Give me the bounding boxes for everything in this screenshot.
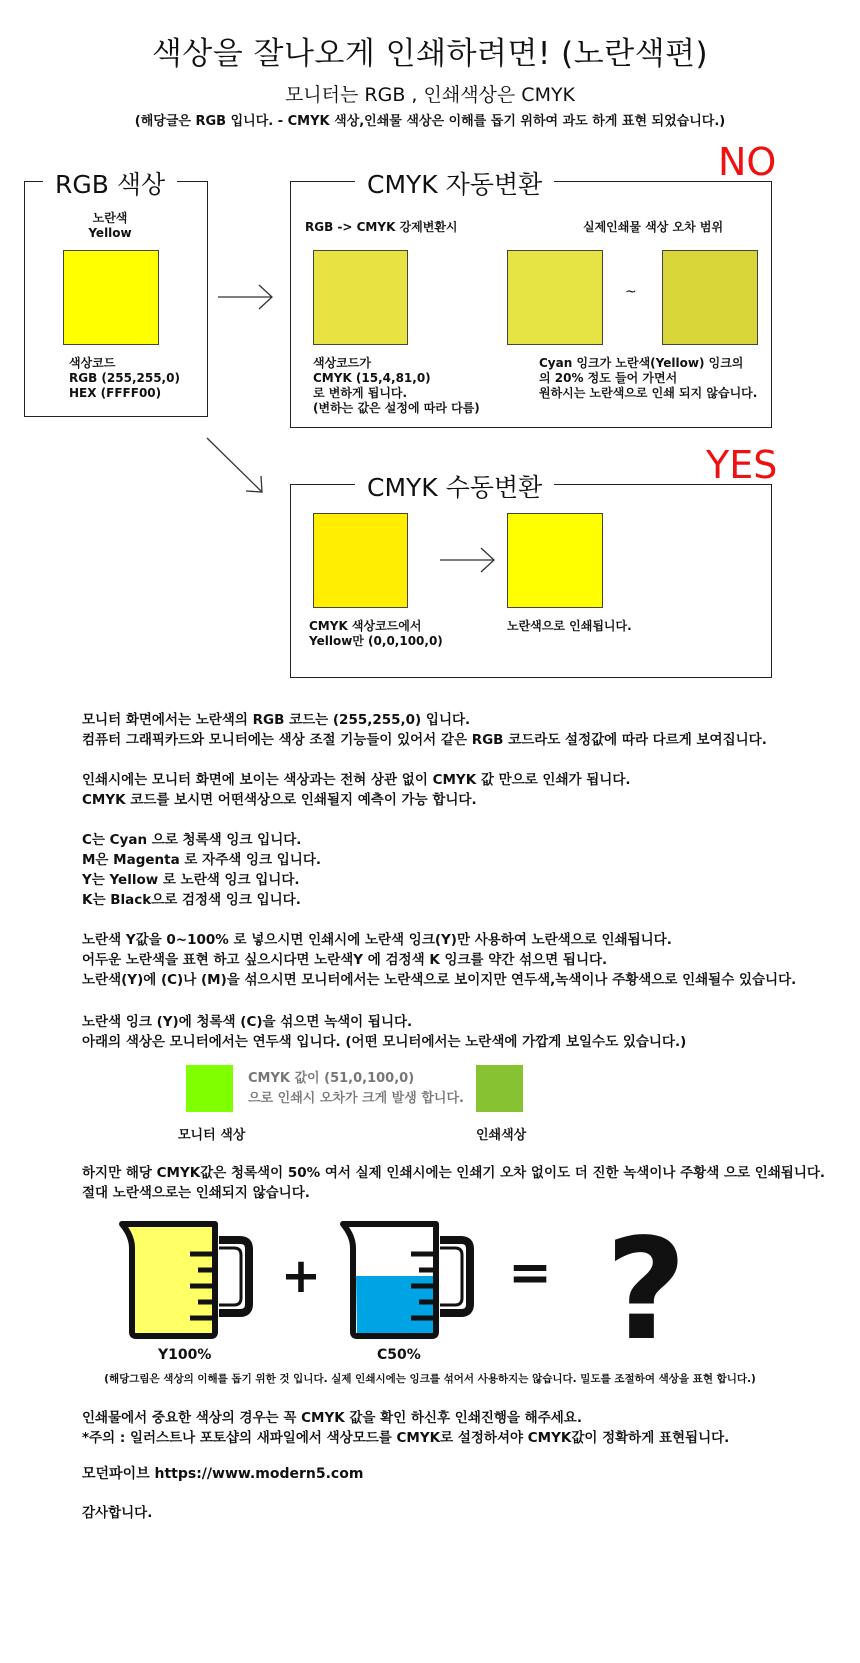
verdict-no: NO (718, 140, 777, 184)
paragraph-line: Y는 Yellow 로 노란색 잉크 입니다. (82, 872, 300, 888)
beaker-yellow-icon (122, 1224, 249, 1336)
cmyk-manual-panel (290, 473, 772, 678)
manual-right-desc: 노란색으로 인쇄됩니다. (507, 619, 632, 633)
page-subtitle: 모니터는 RGB , 인쇄색상은 CMYK (284, 84, 576, 106)
arrow-diagonal-icon (207, 438, 262, 492)
paragraph-line: 인쇄시에는 모니터 화면에 보이는 색상과는 전혀 상관 없이 CMYK 값 만으로 인쇄가 됩니다. (82, 772, 631, 788)
auto-print-min-swatch (507, 250, 603, 345)
tilde-sign: ~ (625, 284, 637, 300)
paragraph-line: 어두운 노란색을 표현 하고 싶으시다면 노란색Y 에 검정색 K 잉크를 약간 섞으면 됩니다. (82, 952, 608, 968)
green-center-text: CMYK 값이 (51,0,100,0) 으로 인쇄시 오차가 크게 발생 합니다. (248, 1071, 464, 1106)
paragraph-line: 절대 노란색으로는 인쇄되지 않습니다. (82, 1185, 310, 1201)
arrow-right-icon (218, 285, 272, 309)
paragraph-line: 아래의 색상은 모니터에서는 연두색 입니다. (어떤 모니터에서는 노란색에 가깝게 보일수도 있습니다.) (82, 1034, 687, 1050)
company-link[interactable]: 모던파이브 https://www.modern5.com (82, 1466, 364, 1482)
closing-text (82, 1408, 729, 1448)
paragraph-line: C는 Cyan 으로 청록색 잉크 입니다. (82, 832, 302, 848)
paragraph-line: 노란색 Y값을 0~100% 로 넣으시면 인쇄시에 노란색 잉크(Y)만 사용하여 노란색으로 인쇄됩니다. (82, 932, 672, 948)
paragraph-line: K는 Black으로 검정색 잉크 입니다. (82, 892, 301, 908)
paragraph-line: 모니터 화면에서는 노란색의 RGB 코드는 (255,255,0) 입니다. (82, 712, 471, 728)
equals-sign: = (508, 1243, 552, 1303)
thanks-text: 감사합니다. (82, 1505, 153, 1521)
paragraph-line: CMYK 코드를 보시면 어떤색상으로 인쇄될지 예측이 가능 합니다. (82, 792, 477, 808)
paragraph-line: 노란색(Y)에 (C)나 (M)을 섞으시면 모니터에서는 노란색으로 보이지만 연두색,녹색이나 주황색으로 인쇄될수 있습니다. (82, 972, 797, 988)
cmyk-auto-title: CMYK 자동변환 (355, 165, 554, 201)
paragraph-line: 노란색 잉크 (Y)에 청록색 (C)을 섞으면 녹색이 됩니다. (82, 1014, 413, 1030)
monitor-color-label: 모니터 색상 (178, 1128, 246, 1143)
manual-print-swatch (507, 513, 603, 608)
page-title: 색상을 잘나오게 인쇄하려면! (노란색편) (151, 36, 709, 72)
paragraph-line: M은 Magenta 로 자주색 잉크 입니다. (82, 852, 322, 868)
beaker-cyan-icon (343, 1224, 470, 1336)
auto-print-max-swatch (662, 250, 758, 345)
rgb-panel-title: RGB 색상 (43, 165, 177, 201)
print-green-swatch (476, 1065, 523, 1112)
verdict-yes: YES (706, 443, 778, 487)
auto-left-desc: 색상코드가 CMYK (15,4,81,0) 로 변하게 됩니다. (변하는 값은 설정에 따라 다름) (313, 356, 480, 415)
auto-right-desc: Cyan 잉크가 노란색(Yellow) 잉크의 의 20% 정도 들어 가면서 원하시는 노란색으로 인쇄 되지 않습니다. (539, 356, 758, 400)
print-color-label: 인쇄색상 (476, 1128, 527, 1143)
auto-converted-swatch (313, 250, 408, 345)
green-section-text (82, 1012, 686, 1052)
auto-right-label: 실제인쇄물 색상 오차 범위 (583, 220, 724, 234)
rgb-color-code: 색상코드 RGB (255,255,0) HEX (FFFF00) (69, 356, 180, 400)
beaker-label-right: C50% (377, 1347, 421, 1363)
plus-sign: + (280, 1248, 322, 1304)
header-note: (해당글은 RGB 입니다. - CMYK 색상,인쇄물 색상은 이해를 돕기 위하여 과도 하게 표현 되었습니다.) (134, 114, 726, 129)
manual-left-desc: CMYK 색상코드에서 Yellow만 (0,0,100,0) (309, 619, 443, 648)
paragraph-line: 인쇄물에서 중요한 색상의 경우는 꼭 CMYK 값을 확인 하신후 인쇄진행을 해주세요. (82, 1410, 582, 1426)
rgb-color-name: 노란색 Yellow (88, 211, 132, 240)
green-after-text (82, 1163, 825, 1203)
cmyk-manual-title: CMYK 수동변환 (355, 468, 554, 504)
cmyk-auto-panel (290, 170, 772, 428)
paragraph-line: 하지만 해당 CMYK값은 청록색이 50% 여서 실제 인쇄시에는 인쇄기 오차 없이도 더 진한 녹색이나 주황색 으로 인쇄됩니다. (82, 1165, 826, 1181)
paragraph-line: 컴퓨터 그래픽카드와 모니터에는 색상 조절 기능들이 있어서 같은 RGB 코드라도 설정값에 따라 다르게 보여집니다. (82, 732, 767, 748)
paragraph-line: *주의 : 일러스트나 포토샵의 새파일에서 색상모드를 CMYK로 설정하셔야 CMYK값이 정확하게 표현됩니다. (82, 1430, 730, 1446)
question-mark: ? (605, 1210, 687, 1350)
explanation-text (82, 710, 796, 990)
monitor-green-swatch (186, 1065, 233, 1112)
auto-left-label: RGB -> CMYK 강제변환시 (305, 220, 458, 234)
manual-cmyk-swatch (313, 513, 408, 608)
illustration-caption: (해당그림은 색상의 이해를 돕기 위한 것 입니다. 실제 인쇄시에는 잉크를 섞어서 사용하지는 않습니다. 밀도를 조절하여 색상을 표현 합니다.) (104, 1373, 756, 1385)
beaker-label-left: Y100% (158, 1347, 212, 1363)
ink-mixing-illustration (0, 1210, 860, 1350)
